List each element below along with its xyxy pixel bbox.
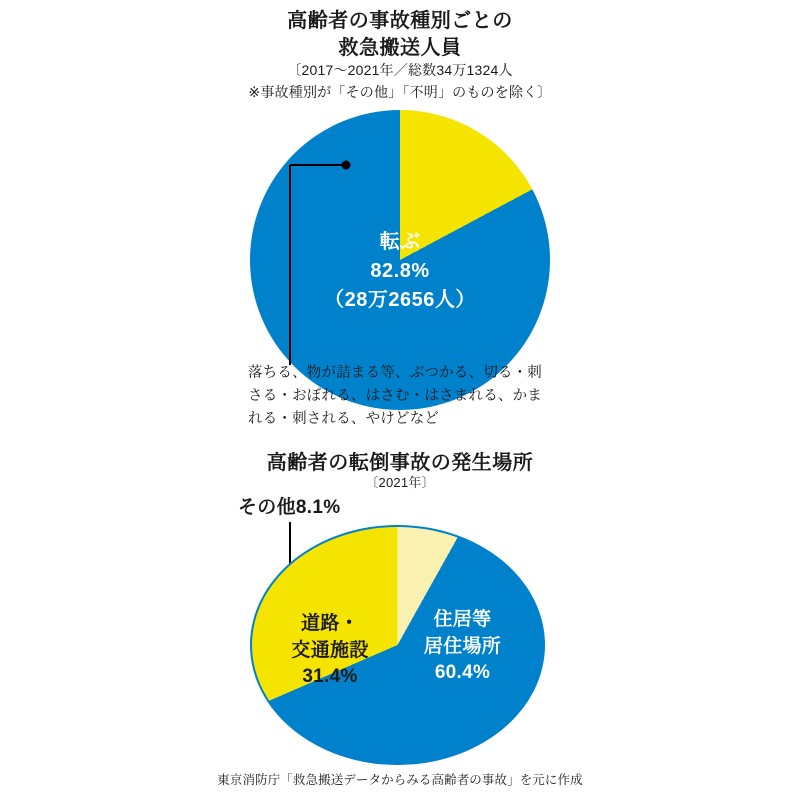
chart1-subtitle (0, 60, 800, 103)
chart1-subtitle-line2: ※事故種別が「その他」「不明」のものを除く〕 (248, 83, 552, 100)
chart1-callout-note: 落ちる、物が詰まる等、ぶつかる、切る・刺さる・おぼれる、はさむ・はさまれる、かまれる・刺される、やけどなど (248, 365, 542, 428)
source-note: 東京消防庁「救急搬送データからみる高齢者の事故」を元に作成 (217, 773, 583, 787)
chart2-slice-road-line1: 道路・ (301, 613, 359, 634)
chart1-main-slice-label-line2: 82.8% (370, 260, 430, 282)
chart2-pie (250, 525, 545, 765)
chart1-main-slice-label-line3: （28万2656人） (324, 289, 476, 311)
chart1-subtitle-line1: 〔2017〜2021年／総数34万1324人 (287, 62, 513, 78)
chart2-slice-label-road (270, 611, 390, 691)
chart1-title-line1: 高齢者の事故種別ごとの (287, 10, 513, 32)
chart2-slice-road-line3: 31.4% (302, 666, 358, 688)
chart2-subtitle: 〔2021年〕 (365, 475, 435, 490)
chart1-title-line2: 救急搬送人員 (338, 37, 462, 59)
chart2-other-slice-label: その他8.1% (238, 497, 341, 518)
chart1-main-slice-label (250, 228, 550, 315)
chart2-slice-road-line2: 交通施設 (291, 639, 369, 661)
chart2-slice-home-line2: 居住場所 (423, 635, 502, 657)
chart1-main-slice-label-line1: 転ぶ (379, 231, 421, 253)
chart2-slice-home-line3: 60.4% (434, 662, 491, 684)
chart2-slice-home-line1: 住居等 (433, 609, 492, 630)
chart2-slice-label-home (400, 607, 525, 687)
chart1-title (0, 8, 800, 62)
chart2-title: 高齢者の転倒事故の発生場所 (266, 452, 534, 474)
